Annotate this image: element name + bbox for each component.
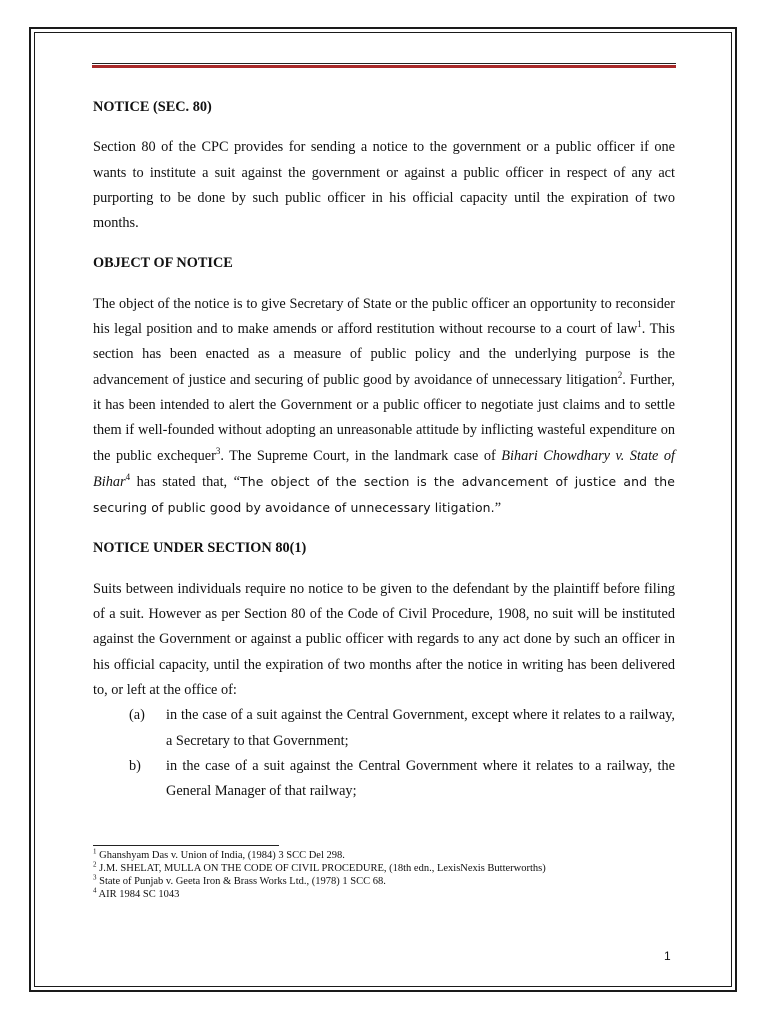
footnote-text: State of Punjab v. Geeta Iron & Brass Works Ltd., (1978) 1 SCC 68. (99, 876, 386, 887)
section-paragraph: Section 80 of the CPC provides for sending a notice to the government or a public officer if one wants to institute a suit against the government or against a public officer in respect of any act purporting to be done by such public officer in his official capacity until the expiration of two months. (93, 139, 675, 232)
list-item (93, 754, 675, 805)
footnote (93, 862, 693, 875)
case-name: Bihari Chowdhary v. State of Bihar (93, 447, 675, 490)
object-paragraph (93, 292, 675, 522)
document-body (93, 95, 675, 804)
footnote-separator (93, 845, 279, 846)
footnote-number: 4 (93, 886, 97, 895)
footnote-text: AIR 1984 SC 1043 (98, 889, 180, 900)
section-heading: NOTICE (SEC. 80) (93, 99, 212, 115)
footnote-ref: 2 (617, 369, 623, 380)
footnote-number: 3 (93, 873, 97, 882)
header-rule-accent (92, 65, 676, 68)
paragraph-text: . Further, it has been intended to alert the Government or a public officer to negotiate just claims and to settle them if well-founded without adopting an unreasonable attitude by inflicting wasteful expenditure on the public exchequer (93, 371, 675, 464)
paragraph-text: . This section has been enacted as a measure of public policy and the underlying purpose is the advancement of justice and securing of public good by avoidance of unnecessary litigation (93, 321, 675, 388)
section-heading: OBJECT OF NOTICE (93, 255, 233, 272)
paragraph-text: . The Supreme Court, in the landmark case of (220, 447, 502, 464)
footnote-text: J.M. SHELAT, MULLA ON THE CODE OF CIVIL PROCEDURE, (18th edn., LexisNexis Butterworths) (99, 863, 546, 874)
footnotes (93, 849, 693, 901)
section-heading: NOTICE UNDER SECTION 80(1) (93, 540, 307, 557)
footnote-text: Ghanshyam Das v. Union of India, (1984) 3 SCC Del 298. (99, 850, 345, 861)
footnote-number: 1 (93, 847, 97, 856)
list-marker: (a) (129, 707, 145, 724)
paragraph-text: has stated that, “ (130, 473, 241, 490)
header-rule-thin (92, 63, 676, 64)
list-item-text: in the case of a suit against the Central Government, except where it relates to a railway, a Secretary to that Government; (166, 707, 675, 749)
footnote-number: 2 (93, 860, 97, 869)
footnote-ref: 1 (637, 319, 642, 330)
paragraph-text: ” (494, 500, 502, 517)
footnote-ref: 3 (215, 445, 221, 456)
list-marker: b) (129, 757, 141, 774)
footnote (93, 875, 693, 888)
section-paragraph: Suits between individuals require no notice to be given to the defendant by the plaintiff before filing of a suit. However as per Section 80 of the Code of Civil Procedure, 1908, no suit will be instituted against the Government or against a public officer with regards to any act done by such an officer in his official capacity, until the expiration of two months after the notice in writing has been delivered to, or left at the office of: (93, 580, 675, 698)
list-item-text: in the case of a suit against the Central Government where it relates to a railway, the General Manager of that railway; (166, 757, 675, 800)
footnote-ref: 4 (125, 472, 131, 483)
paragraph-text: The object of the notice is to give Secretary of State or the public officer an opportunity to reconsider his legal position and to make amends or afford restitution without recourse to a court of law (93, 295, 675, 338)
page-number: 1 (664, 949, 671, 963)
footnote (93, 888, 693, 901)
footnote (93, 849, 693, 862)
quotation: The object of the section is the advancement of justice and the securing of public good by avoidance of unnecessary litigation. (93, 473, 676, 516)
list-item (93, 703, 675, 754)
